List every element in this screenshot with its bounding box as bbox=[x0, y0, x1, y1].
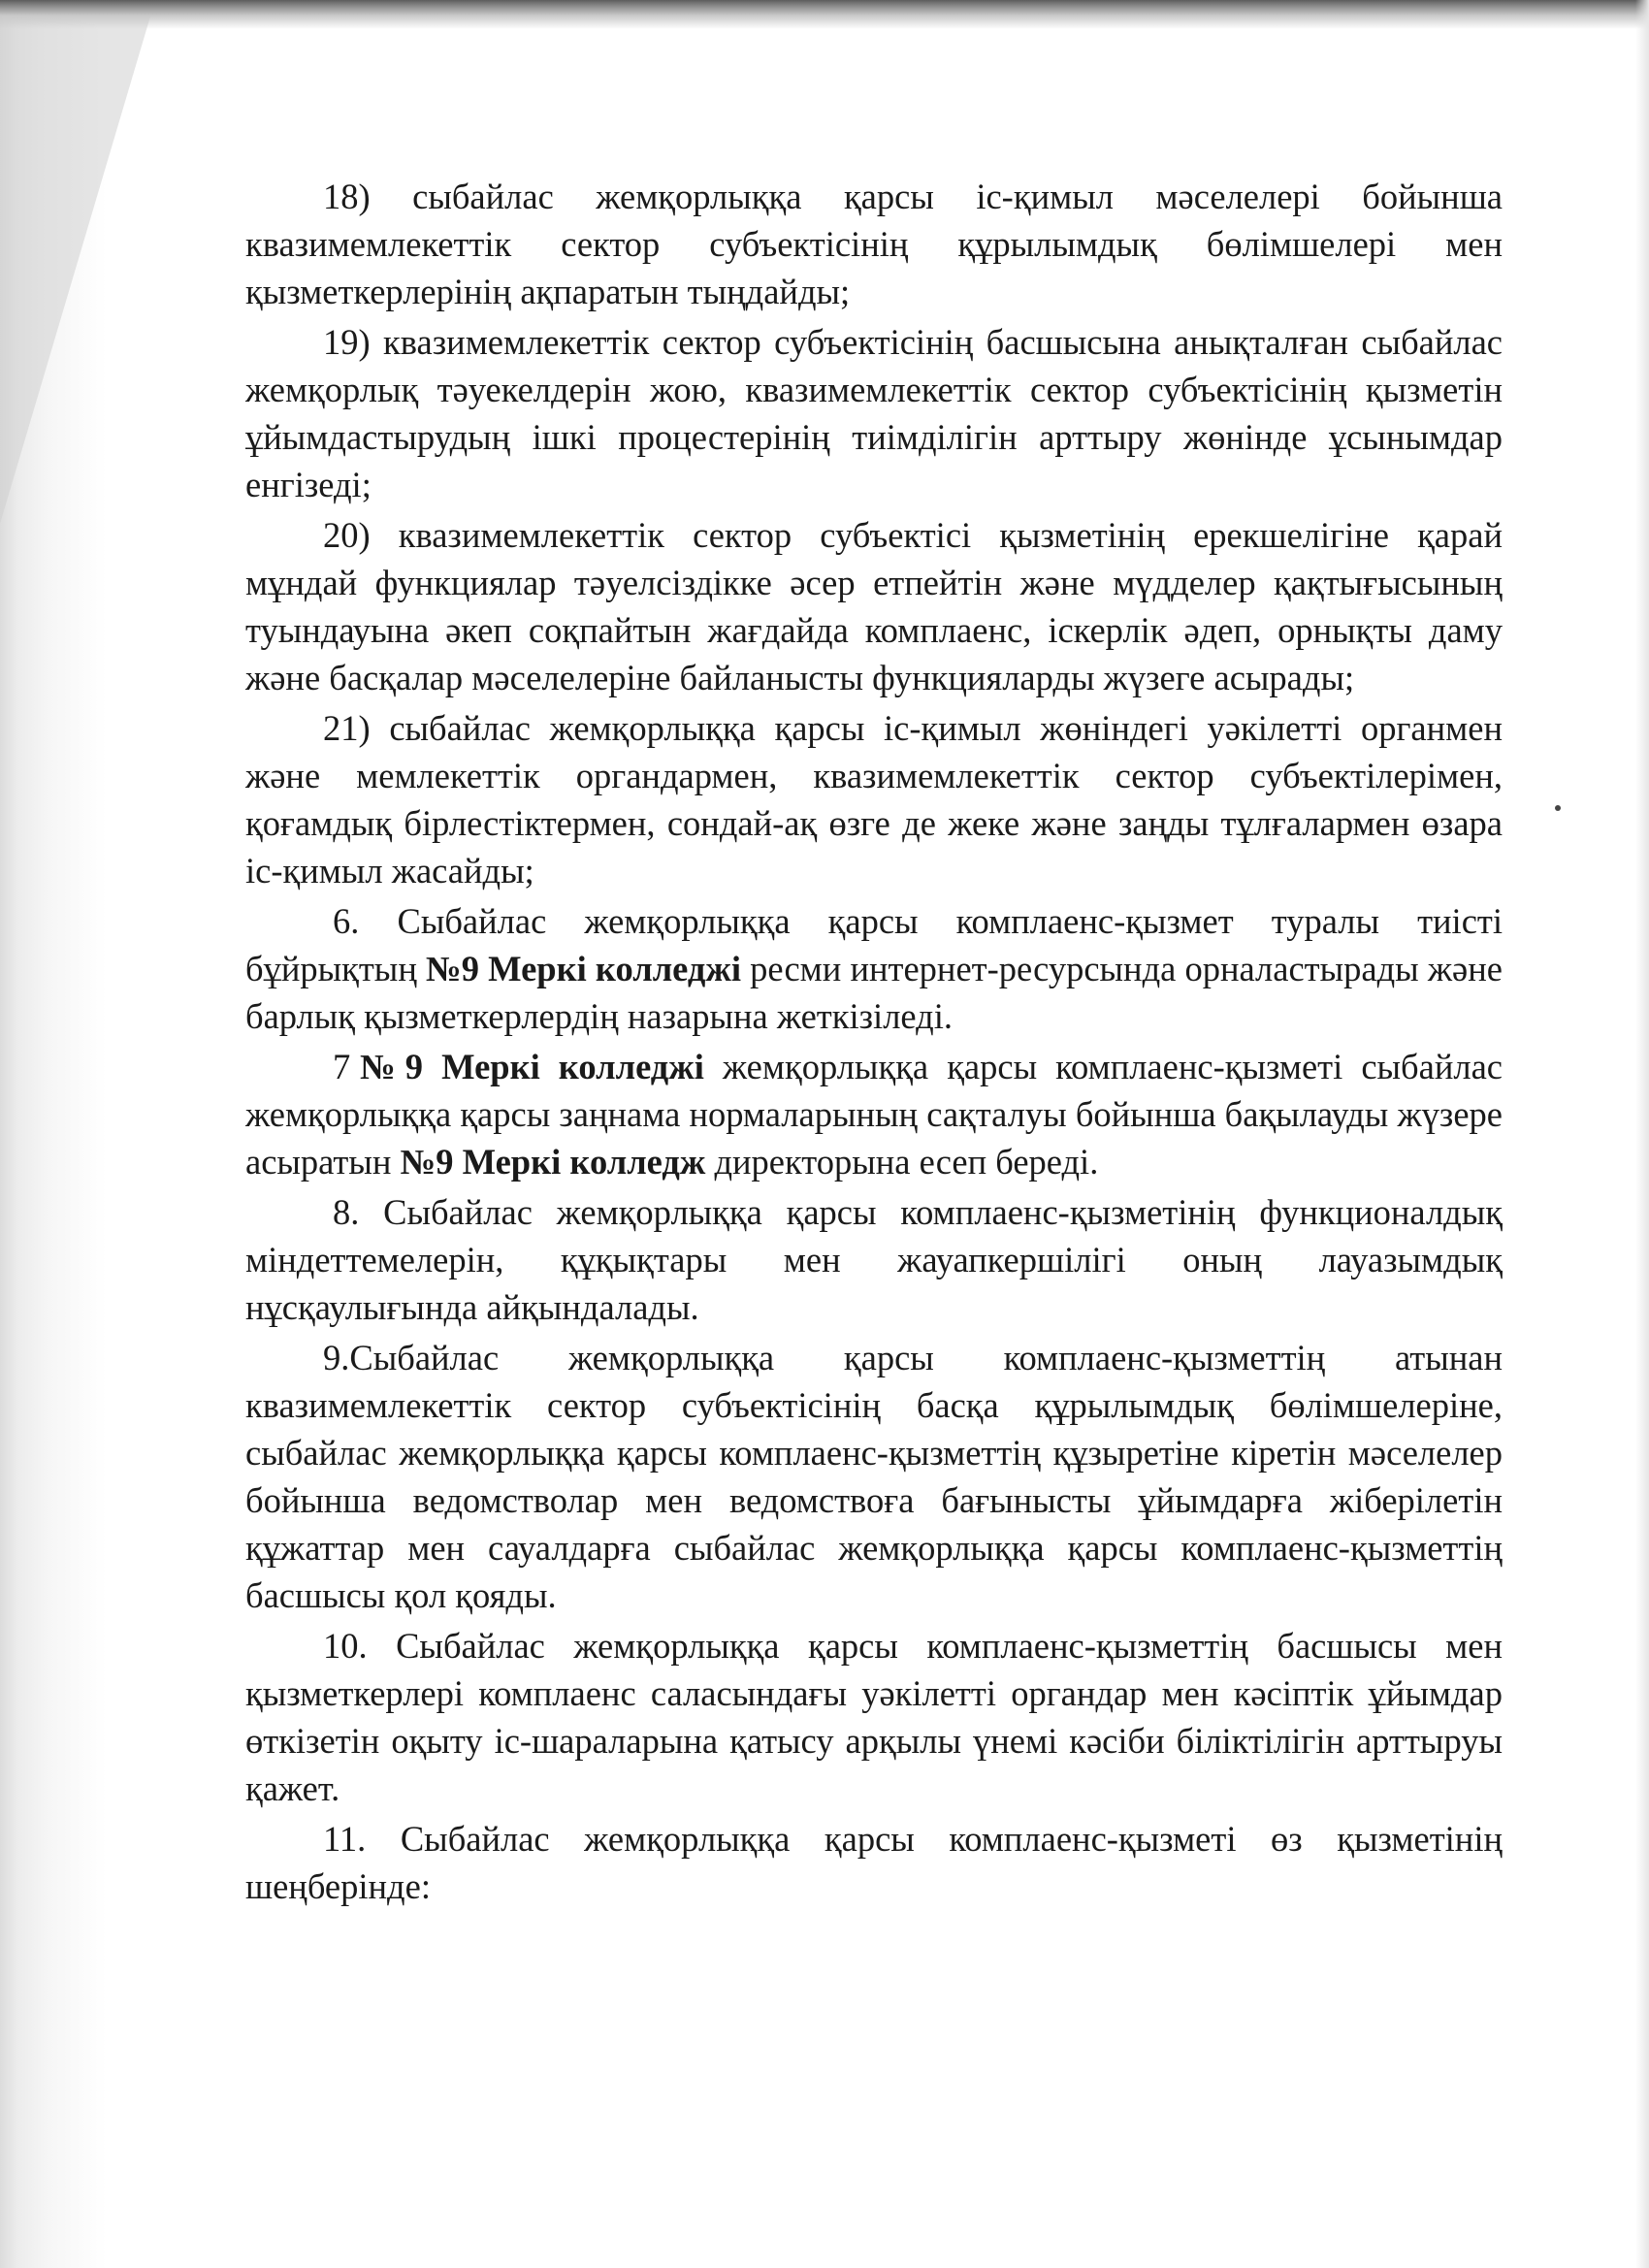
paragraph-10 bbox=[245, 1622, 1503, 1812]
scan-shadow-right bbox=[1635, 0, 1649, 2268]
paragraph-11 bbox=[245, 1815, 1503, 1910]
paragraph-19 bbox=[245, 318, 1503, 508]
paragraph-text: жемқорлыққа қарсы комплаенс-қызметі сыбайлас жемқорлыққа қарсы заңнама нормаларының сақталуы бойынша бақылауды жүзере асыратын bbox=[245, 1047, 1503, 1182]
paragraph-text: 21) сыбайлас жемқорлыққа қарсы іс-қимыл жөніндегі уәкілетті органмен және мемлекеттік органдармен, квазимемлекеттік сектор субъектілерімен, қоғамдық бірлестіктермен, сондай-ақ өзге де жеке және заңды тұлғалармен өзара іс-қимыл жасайды; bbox=[245, 708, 1503, 891]
scan-speck bbox=[1555, 805, 1561, 811]
paragraph-text: 6. Сыбайлас жемқорлыққа қарсы комплаенс-қызмет туралы тиісті бұйрықтың bbox=[245, 901, 1503, 988]
paragraph-text: 8. Сыбайлас жемқорлыққа қарсы комплаенс-қызметінің функционалдық міндеттемелерін, құқықтары мен жауапкершілігі оның лауазымдық нұсқаулығында айқындалады. bbox=[245, 1192, 1503, 1327]
college-name: №9 Меркі колледжі bbox=[350, 1047, 704, 1086]
paragraph-text: 10. Сыбайлас жемқорлыққа қарсы комплаенс-қызметтің басшысы мен қызметкерлері комплаенс саласындағы уәкілетті органдар мен кәсіптік ұйымдар өткізетін оқыту іс-шараларына қатысу арқылы үнемі кәсіби біліктілігін арттыруы қажет. bbox=[245, 1626, 1503, 1808]
paragraph-text: 11. Сыбайлас жемқорлыққа қарсы комплаенс-қызметі өз қызметінің шеңберінде: bbox=[245, 1819, 1503, 1906]
paragraph-6 bbox=[245, 897, 1503, 1040]
college-name: №9 Меркі колледжі bbox=[426, 949, 741, 988]
document-body bbox=[245, 173, 1503, 1913]
paragraph-20 bbox=[245, 511, 1503, 701]
paragraph-text: 20) квазимемлекеттік сектор субъектісі қызметінің ерекшелігіне қарай мұндай функциялар тәуелсіздікке әсер етпейтін және мүдделер қақтығысының туындауына әкеп соқпайтын жағдайда комплаенс, іскерлік әдеп, орнықты даму және басқалар мәселелеріне байланысты функцияларды жүзеге асырады; bbox=[245, 515, 1503, 697]
paragraph-9 bbox=[245, 1334, 1503, 1619]
paragraph-text: 9.Сыбайлас жемқорлыққа қарсы комплаенс-қызметтің атынан квазимемлекеттік сектор субъектісінің басқа құрылымдық бөлімшелеріне, сыбайлас жемқорлыққа қарсы комплаенс-қызметтің құзыретіне кіретін мәселелер бойынша ведомстволар мен ведомствоға бағынысты ұйымдарға жіберілетін құжаттар мен сауалдарға сыбайлас жемқорлыққа қарсы комплаенс-қызметтің басшысы қол қояды. bbox=[245, 1338, 1503, 1615]
scan-shadow-top bbox=[0, 0, 1649, 29]
paragraph-8 bbox=[245, 1188, 1503, 1331]
paragraph-text: директорына есеп береді. bbox=[705, 1142, 1099, 1182]
paragraph-7 bbox=[245, 1043, 1503, 1185]
paragraph-text: ресми интернет-ресурсында орналастырады және барлық қызметкерлердің назарына жеткізіледі. bbox=[245, 949, 1503, 1036]
college-name: №9 Меркі колледж bbox=[400, 1142, 706, 1182]
paragraph-text: 19) квазимемлекеттік сектор субъектісінің басшысына анықталған сыбайлас жемқорлық тәуекелдерін жою, квазимемлекеттік сектор субъектісінің қызметін ұйымдастырудың ішкі процестерінің тиімділігін арттыру жөнінде ұсынымдар енгізеді; bbox=[245, 322, 1503, 504]
paragraph-18 bbox=[245, 173, 1503, 315]
paragraph-number: 7 bbox=[333, 1047, 351, 1086]
paragraph-text: 18) сыбайлас жемқорлыққа қарсы іс-қимыл мәселелері бойынша квазимемлекеттік сектор субъектісінің құрылымдық бөлімшелері мен қызметкерлерінің ақпаратын тыңдайды; bbox=[245, 177, 1503, 311]
paragraph-21 bbox=[245, 704, 1503, 894]
scan-page-fold bbox=[0, 0, 155, 524]
